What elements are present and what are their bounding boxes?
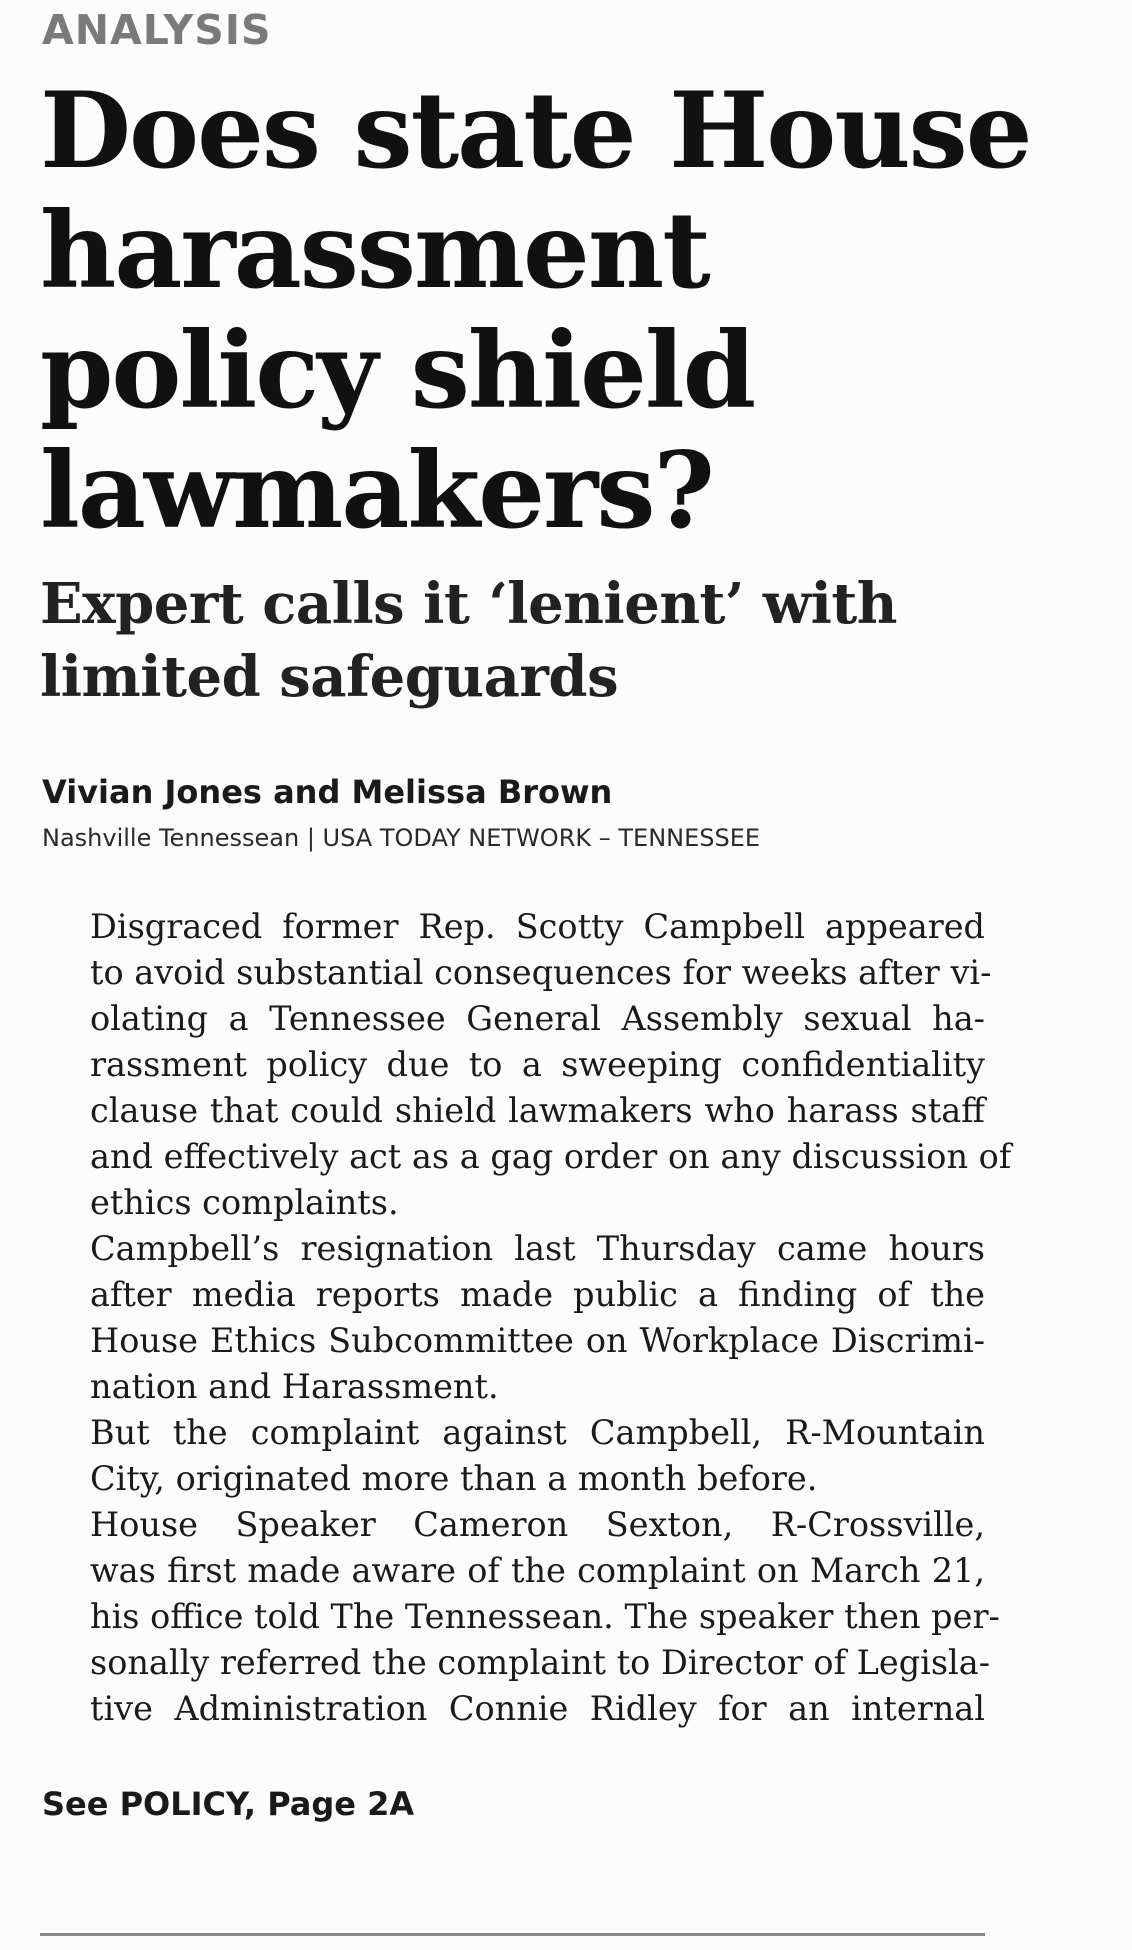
text-line: tive Administration Connie Ridley for an internal: [90, 1689, 985, 1728]
subheadline: [40, 568, 985, 714]
text-line: But the complaint against Campbell, R-Mountain: [90, 1413, 985, 1452]
headline-line: harassment: [40, 188, 709, 312]
body-paragraph: [40, 904, 1012, 1226]
text-line: to avoid substantial consequences for weeks after vi-: [90, 953, 992, 992]
text-line: House Ethics Subcommittee on Workplace Discrimi-: [90, 1321, 985, 1360]
headline: [40, 68, 1031, 552]
body-paragraph: [40, 1410, 985, 1502]
continued-jump-link[interactable]: See POLICY, Page 2A: [42, 1785, 415, 1823]
text-line: and effectively act as a gag order on any discussion of: [90, 1137, 1012, 1176]
bottom-divider: [40, 1933, 985, 1936]
text-line: after media reports made public a finding of the: [90, 1275, 985, 1314]
body-paragraph: [40, 1502, 1000, 1732]
text-line: olating a Tennessee General Assembly sexual ha-: [90, 999, 985, 1038]
text-line: City, originated more than a month before.: [90, 1459, 818, 1498]
body-paragraph: [40, 1226, 985, 1410]
text-line: rassment policy due to a sweeping confidentiality: [90, 1045, 985, 1084]
text-line: nation and Harassment.: [90, 1367, 499, 1406]
text-line: sonally referred the complaint to Director of Legisla-: [90, 1643, 991, 1682]
byline-affiliation: Nashville Tennessean | USA TODAY NETWORK – TENNESSEE: [42, 824, 761, 852]
text-line: was first made aware of the complaint on March 21,: [90, 1551, 985, 1590]
subheadline-line: Expert calls it ‘lenient’ with: [40, 571, 897, 637]
text-line: House Speaker Cameron Sexton, R-Crossville,: [90, 1505, 985, 1544]
headline-line: lawmakers?: [40, 428, 713, 552]
article-body: [40, 904, 1012, 1732]
subheadline-line: limited safeguards: [40, 644, 619, 710]
headline-line: Does state House: [40, 68, 1031, 192]
headline-line: policy shield: [40, 308, 755, 432]
text-line: Disgraced former Rep. Scotty Campbell appeared: [90, 907, 985, 946]
text-line: ethics complaints.: [90, 1183, 399, 1222]
text-line: his office told The Tennessean. The speaker then per-: [90, 1597, 1000, 1636]
byline-authors: Vivian Jones and Melissa Brown: [42, 773, 613, 811]
text-line: Campbell’s resignation last Thursday came hours: [90, 1229, 985, 1268]
text-line: clause that could shield lawmakers who harass staff: [90, 1091, 985, 1130]
article: [40, 0, 1031, 1824]
section-kicker: ANALYSIS: [42, 6, 272, 54]
